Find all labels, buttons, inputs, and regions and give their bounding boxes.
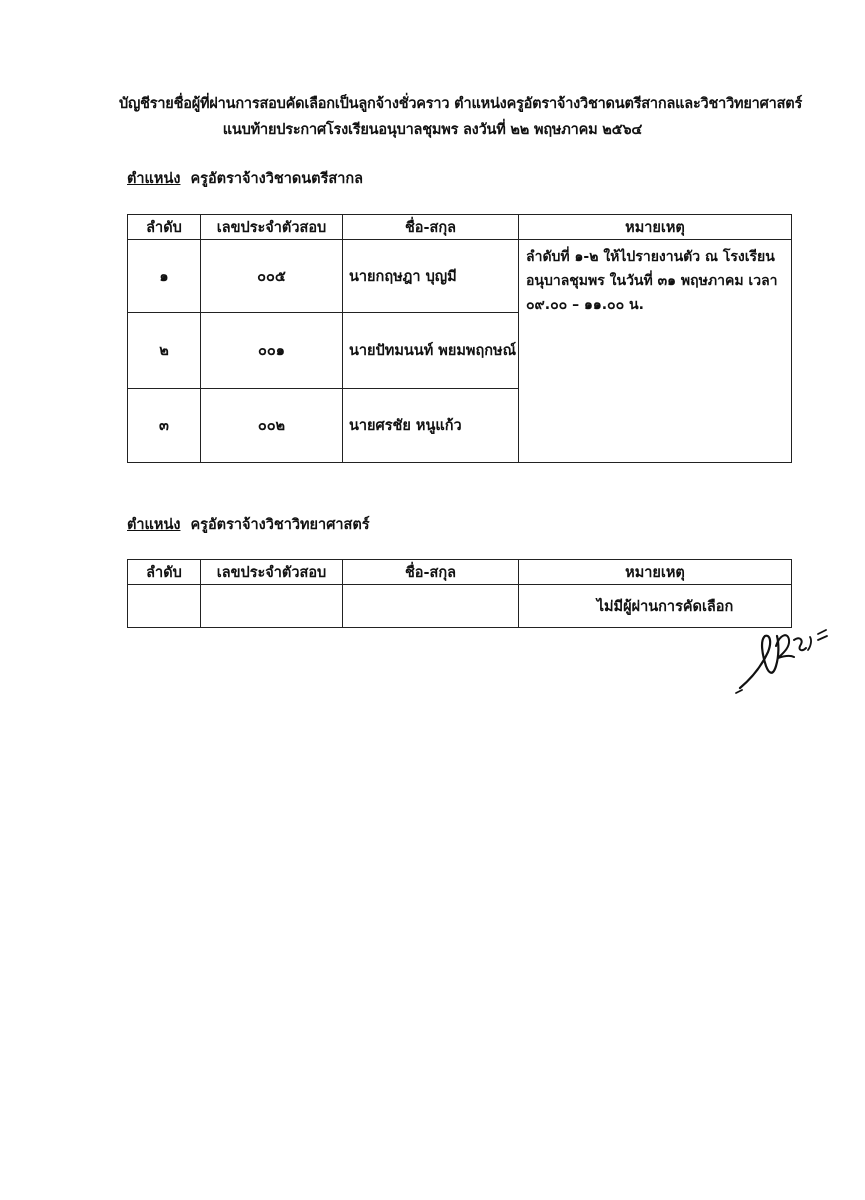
handwritten-signature [732, 610, 832, 695]
position-label: ตำแหน่ง [127, 171, 181, 187]
position-name: ครูอัตราจ้างวิชาดนตรีสากล [190, 171, 364, 187]
column-header-note: หมายเหตุ [519, 560, 792, 585]
row-exam-id: ๐๐๑ [201, 313, 343, 389]
document-title-line-1: บัญชีรายชื่อผู้ที่ผ่านการสอบคัดเลือกเป็นลูกจ้างชั่วคราว ตำแหน่งครูอัตราจ้างวิชาดนตรีสากลและวิชาวิทยาศาสตร์ [118, 96, 803, 112]
row-no: ๒ [128, 313, 201, 389]
section-heading-science [127, 513, 370, 536]
row-exam-id: ๐๐๕ [201, 240, 343, 313]
row-note: ลำดับที่ ๑-๒ ให้ไปรายงานตัว ณ โรงเรียนอนุบาลชุมพร ในวันที่ ๓๑ พฤษภาคม เวลา ๐๙.๐๐ – ๑๑.๐๐ น. [519, 240, 792, 463]
column-header-name: ชื่อ-สกุล [343, 215, 519, 240]
row-name: นายปัทมนนท์ พยมพฤกษณ์ [343, 313, 519, 389]
column-header-exam-id: เลขประจำตัวสอบ [201, 215, 343, 240]
table-header-row [128, 560, 792, 585]
section-heading-music [127, 167, 363, 190]
table-row [128, 585, 792, 628]
document-title-line-2: แนบท้ายประกาศโรงเรียนอนุบาลชุมพร ลงวันที่ ๒๒ พฤษภาคม ๒๕๖๔ [222, 122, 643, 138]
column-header-no: ลำดับ [128, 560, 201, 585]
column-header-exam-id: เลขประจำตัวสอบ [201, 560, 343, 585]
row-no: ๓ [128, 389, 201, 463]
row-exam-id: ๐๐๒ [201, 389, 343, 463]
position-name: ครูอัตราจ้างวิชาวิทยาศาสตร์ [190, 517, 370, 533]
row-exam-id [201, 585, 343, 628]
row-name [343, 585, 519, 628]
table-row [128, 240, 792, 313]
row-note: ไม่มีผู้ผ่านการคัดเลือก [519, 585, 792, 628]
column-header-name: ชื่อ-สกุล [343, 560, 519, 585]
row-no: ๑ [128, 240, 201, 313]
row-name: นายกฤษฎา บุญมี [343, 240, 519, 313]
science-teacher-table [127, 559, 792, 628]
column-header-note: หมายเหตุ [519, 215, 792, 240]
column-header-no: ลำดับ [128, 215, 201, 240]
row-no [128, 585, 201, 628]
position-label: ตำแหน่ง [127, 517, 181, 533]
music-teacher-table [127, 214, 792, 463]
table-header-row [128, 215, 792, 240]
row-name: นายศรชัย หนูแก้ว [343, 389, 519, 463]
